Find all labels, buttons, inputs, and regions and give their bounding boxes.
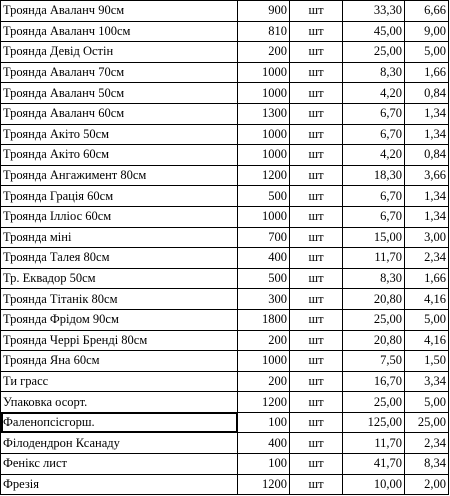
table-row xyxy=(1,186,449,207)
product-name-cell[interactable]: Упаковка осорт. xyxy=(1,392,238,413)
table-row xyxy=(1,1,449,22)
total-cell[interactable]: 3,66 xyxy=(405,165,449,186)
total-cell[interactable]: 5,00 xyxy=(405,309,449,330)
table-row xyxy=(1,206,449,227)
table-row xyxy=(1,103,449,124)
table-row xyxy=(1,268,449,289)
quantity-cell[interactable]: 1000 xyxy=(238,206,290,227)
total-cell[interactable]: 1,34 xyxy=(405,206,449,227)
table-row xyxy=(1,42,449,63)
product-name-cell[interactable]: Троянда міні xyxy=(1,227,238,248)
product-name-cell[interactable]: Троянда Акіто 60см xyxy=(1,145,238,166)
total-cell[interactable]: 0,84 xyxy=(405,83,449,104)
price-cell[interactable]: 16,70 xyxy=(343,371,405,392)
price-cell[interactable]: 15,00 xyxy=(343,227,405,248)
table-row xyxy=(1,309,449,330)
price-cell[interactable]: 20,80 xyxy=(343,289,405,310)
product-name-cell[interactable]: Фаленопсісгорш. xyxy=(1,412,238,433)
quantity-cell[interactable]: 1000 xyxy=(238,62,290,83)
unit-cell[interactable]: шт xyxy=(290,412,343,433)
product-name-cell[interactable]: Троянда Аваланч 60см xyxy=(1,103,238,124)
price-cell[interactable]: 41,70 xyxy=(343,454,405,475)
price-cell[interactable]: 8,30 xyxy=(343,268,405,289)
price-cell[interactable]: 11,70 xyxy=(343,248,405,269)
product-name-cell[interactable]: Філодендрон Ксанаду xyxy=(1,433,238,454)
product-name-cell[interactable]: Троянда Грація 60см xyxy=(1,186,238,207)
unit-cell[interactable]: шт xyxy=(290,474,343,495)
total-cell[interactable]: 6,66 xyxy=(405,1,449,22)
quantity-cell[interactable]: 1000 xyxy=(238,124,290,145)
unit-cell[interactable]: шт xyxy=(290,330,343,351)
price-cell[interactable]: 11,70 xyxy=(343,433,405,454)
quantity-cell[interactable]: 1000 xyxy=(238,83,290,104)
price-cell[interactable]: 18,30 xyxy=(343,165,405,186)
unit-cell[interactable]: шт xyxy=(290,371,343,392)
quantity-cell[interactable]: 900 xyxy=(238,1,290,22)
unit-cell[interactable]: шт xyxy=(290,42,343,63)
unit-cell[interactable]: шт xyxy=(290,227,343,248)
table-row xyxy=(1,124,449,145)
table-row xyxy=(1,454,449,475)
total-cell[interactable]: 3,00 xyxy=(405,227,449,248)
product-name-cell[interactable]: Троянда Ілліос 60см xyxy=(1,206,238,227)
product-name-cell[interactable]: Троянда Черрі Бренді 80см xyxy=(1,330,238,351)
total-cell[interactable]: 1,66 xyxy=(405,268,449,289)
unit-cell[interactable]: шт xyxy=(290,165,343,186)
total-cell[interactable]: 9,00 xyxy=(405,21,449,42)
price-cell[interactable]: 6,70 xyxy=(343,186,405,207)
price-cell[interactable]: 6,70 xyxy=(343,103,405,124)
table-row xyxy=(1,227,449,248)
total-cell[interactable]: 2,34 xyxy=(405,248,449,269)
price-cell[interactable]: 125,00 xyxy=(343,412,405,433)
unit-cell[interactable]: шт xyxy=(290,145,343,166)
quantity-cell[interactable]: 500 xyxy=(238,186,290,207)
total-cell[interactable]: 5,00 xyxy=(405,42,449,63)
price-cell[interactable]: 6,70 xyxy=(343,124,405,145)
total-cell[interactable]: 3,34 xyxy=(405,371,449,392)
price-cell[interactable]: 25,00 xyxy=(343,309,405,330)
product-name-cell[interactable]: Троянда Девід Остін xyxy=(1,42,238,63)
table-row xyxy=(1,165,449,186)
product-name-cell[interactable]: Троянда Фрідом 90см xyxy=(1,309,238,330)
total-cell[interactable]: 1,34 xyxy=(405,124,449,145)
quantity-cell[interactable]: 1200 xyxy=(238,165,290,186)
total-cell[interactable]: 25,00 xyxy=(405,412,449,433)
unit-cell[interactable]: шт xyxy=(290,392,343,413)
table-row xyxy=(1,145,449,166)
unit-cell[interactable]: шт xyxy=(290,289,343,310)
product-name-cell[interactable]: Фенікс лист xyxy=(1,454,238,475)
price-cell[interactable]: 45,00 xyxy=(343,21,405,42)
product-name-cell[interactable]: Ти грасс xyxy=(1,371,238,392)
quantity-cell[interactable]: 400 xyxy=(238,248,290,269)
table-row xyxy=(1,392,449,413)
table-row xyxy=(1,21,449,42)
total-cell[interactable]: 5,00 xyxy=(405,392,449,413)
product-name-cell[interactable]: Троянда Аваланч 50см xyxy=(1,83,238,104)
unit-cell[interactable]: шт xyxy=(290,248,343,269)
unit-cell[interactable]: шт xyxy=(290,454,343,475)
table-row xyxy=(1,412,449,433)
price-cell[interactable]: 8,30 xyxy=(343,62,405,83)
price-cell[interactable]: 25,00 xyxy=(343,42,405,63)
unit-cell[interactable]: шт xyxy=(290,309,343,330)
quantity-cell[interactable]: 700 xyxy=(238,227,290,248)
quantity-cell[interactable]: 200 xyxy=(238,42,290,63)
quantity-cell[interactable]: 810 xyxy=(238,21,290,42)
table-row xyxy=(1,433,449,454)
unit-cell[interactable]: шт xyxy=(290,21,343,42)
table-row xyxy=(1,474,449,495)
product-name-cell[interactable]: Троянда Аваланч 100см xyxy=(1,21,238,42)
quantity-cell[interactable]: 1000 xyxy=(238,145,290,166)
product-name-cell[interactable]: Тр. Еквадор 50см xyxy=(1,268,238,289)
unit-cell[interactable]: шт xyxy=(290,62,343,83)
product-name-cell[interactable]: Троянда Тітанік 80см xyxy=(1,289,238,310)
price-cell[interactable]: 10,00 xyxy=(343,474,405,495)
table-row xyxy=(1,351,449,372)
price-cell[interactable]: 20,80 xyxy=(343,330,405,351)
total-cell[interactable]: 4,16 xyxy=(405,330,449,351)
product-name-cell[interactable]: Троянда Аваланч 90см xyxy=(1,1,238,22)
quantity-cell[interactable]: 200 xyxy=(238,330,290,351)
unit-cell[interactable]: шт xyxy=(290,124,343,145)
product-name-cell[interactable]: Троянда Ангажимент 80см xyxy=(1,165,238,186)
total-cell[interactable]: 2,34 xyxy=(405,433,449,454)
unit-cell[interactable]: шт xyxy=(290,206,343,227)
total-cell[interactable]: 4,16 xyxy=(405,289,449,310)
price-cell[interactable]: 25,00 xyxy=(343,392,405,413)
table-row xyxy=(1,371,449,392)
product-name-cell[interactable]: Троянда Талея 80см xyxy=(1,248,238,269)
total-cell[interactable]: 8,34 xyxy=(405,454,449,475)
table-row xyxy=(1,289,449,310)
total-cell[interactable]: 2,00 xyxy=(405,474,449,495)
quantity-cell[interactable]: 300 xyxy=(238,289,290,310)
table-row xyxy=(1,83,449,104)
total-cell[interactable]: 0,84 xyxy=(405,145,449,166)
product-name-cell[interactable]: Троянда Яна 60см xyxy=(1,351,238,372)
unit-cell[interactable]: шт xyxy=(290,186,343,207)
price-cell[interactable]: 4,20 xyxy=(343,83,405,104)
unit-cell[interactable]: шт xyxy=(290,103,343,124)
total-cell[interactable]: 1,34 xyxy=(405,186,449,207)
quantity-cell[interactable]: 1300 xyxy=(238,103,290,124)
product-name-cell[interactable]: Фрезія xyxy=(1,474,238,495)
unit-cell[interactable]: шт xyxy=(290,1,343,22)
quantity-cell[interactable]: 1200 xyxy=(238,392,290,413)
quantity-cell[interactable]: 100 xyxy=(238,412,290,433)
total-cell[interactable]: 1,50 xyxy=(405,351,449,372)
quantity-cell[interactable]: 400 xyxy=(238,433,290,454)
quantity-cell[interactable]: 200 xyxy=(238,371,290,392)
price-cell[interactable]: 6,70 xyxy=(343,206,405,227)
price-cell[interactable]: 33,30 xyxy=(343,1,405,22)
quantity-cell[interactable]: 1800 xyxy=(238,309,290,330)
spreadsheet-body xyxy=(1,1,449,495)
quantity-cell[interactable]: 1000 xyxy=(238,351,290,372)
unit-cell[interactable]: шт xyxy=(290,268,343,289)
unit-cell[interactable]: шт xyxy=(290,351,343,372)
table-row xyxy=(1,330,449,351)
product-name-cell[interactable]: Троянда Аваланч 70см xyxy=(1,62,238,83)
total-cell[interactable]: 1,34 xyxy=(405,103,449,124)
quantity-cell[interactable]: 100 xyxy=(238,454,290,475)
quantity-cell[interactable]: 1200 xyxy=(238,474,290,495)
product-name-cell[interactable]: Троянда Акіто 50см xyxy=(1,124,238,145)
quantity-cell[interactable]: 500 xyxy=(238,268,290,289)
price-cell[interactable]: 7,50 xyxy=(343,351,405,372)
table-row xyxy=(1,62,449,83)
total-cell[interactable]: 1,66 xyxy=(405,62,449,83)
price-cell[interactable]: 4,20 xyxy=(343,145,405,166)
unit-cell[interactable]: шт xyxy=(290,433,343,454)
table-row xyxy=(1,248,449,269)
unit-cell[interactable]: шт xyxy=(290,83,343,104)
